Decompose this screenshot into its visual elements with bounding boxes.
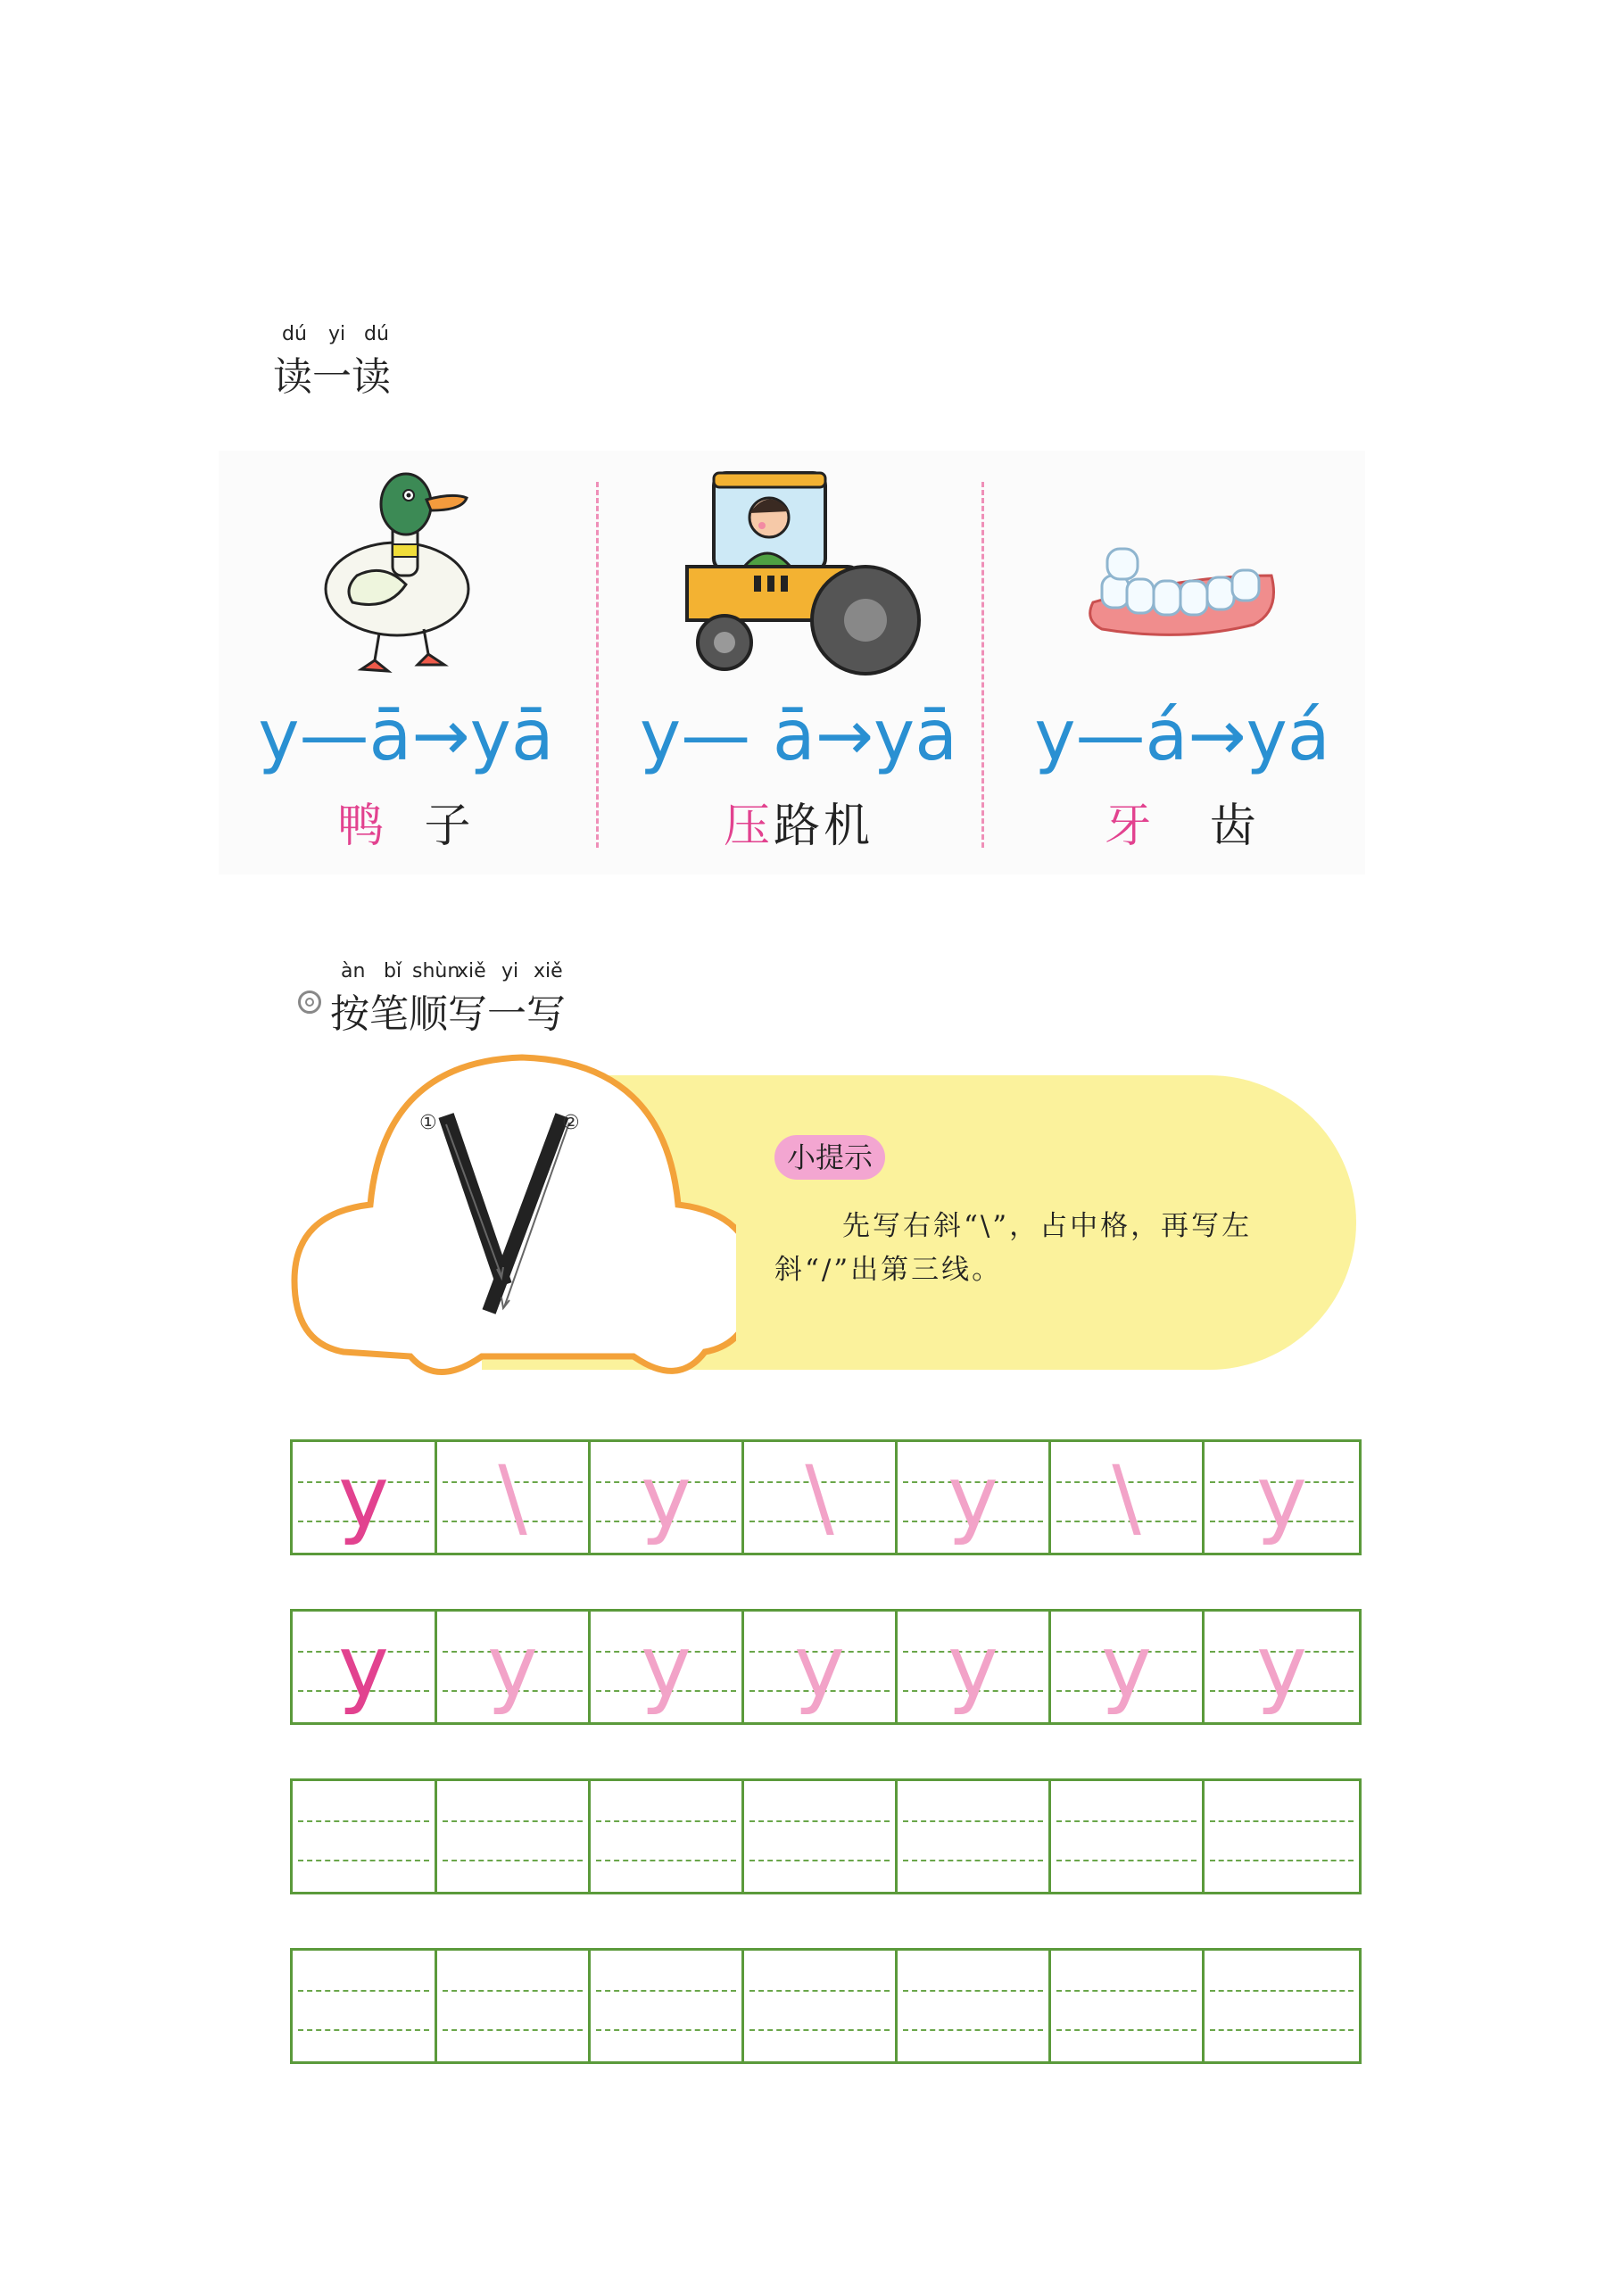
guide-line [1056,1820,1197,1822]
writing-cell[interactable] [895,1778,1051,1894]
writing-cell[interactable] [895,1439,1051,1555]
pinyin-shun: shùn [412,960,460,982]
guide-line [298,1820,429,1822]
guide-line [298,2029,429,2031]
trace-glyph: y [338,1617,389,1717]
writing-cell[interactable] [1048,1948,1205,2064]
word-teeth-highlight: 牙 [1105,800,1155,853]
pinyin-yi: yi [328,323,346,345]
writing-cell[interactable] [741,1948,898,2064]
pinyin-xie-2: xiě [534,960,563,982]
practice-row [290,1948,1359,2064]
writing-cell[interactable] [895,1948,1051,2064]
writing-cell[interactable] [290,1609,437,1725]
pinyin-xie-1: xiě [457,960,486,982]
tip-line-1: 先写右斜“\”，占中格，再写左 [842,1210,1253,1242]
writing-cell[interactable] [588,1439,744,1555]
trace-glyph: y [641,1447,691,1547]
guide-line [443,1990,583,1992]
trace-glyph: \ [1112,1447,1141,1547]
pinyin-du-2: dú [364,323,389,345]
stroke-step-2: ② [562,1112,580,1134]
writing-cell[interactable] [435,1609,591,1725]
writing-cell[interactable] [741,1439,898,1555]
guide-line [749,1990,890,1992]
guide-line [903,2029,1043,2031]
guide-line [1210,1820,1354,1822]
guide-line [903,1820,1043,1822]
word-duck-highlight: 鸭 [337,800,388,853]
guide-line [749,1860,890,1861]
guide-line [298,1860,429,1861]
formula-teeth: y—á→yá [1034,696,1330,776]
duck-icon [303,464,482,678]
writing-cell[interactable] [588,1778,744,1894]
writing-cell[interactable] [741,1609,898,1725]
trace-glyph: y [1256,1447,1307,1547]
writing-cell[interactable] [290,1439,437,1555]
practice-row [290,1609,1359,1725]
word-road-roller-highlight: 压 [723,800,774,853]
word-road-roller-rest: 路机 [774,800,874,853]
pinyin-du-1: dú [282,323,307,345]
writing-cell[interactable] [588,1609,744,1725]
tip-badge: 小提示 [774,1135,885,1180]
guide-line [596,1860,736,1861]
writing-cell[interactable] [1202,1609,1362,1725]
word-duck [214,788,598,855]
guide-line [1210,1860,1354,1861]
guide-line [903,1860,1043,1861]
trace-glyph: y [338,1447,389,1547]
word-teeth [990,788,1374,855]
read-card-road-roller [607,451,990,874]
word-duck-rest: 子 [424,800,475,853]
guide-line [1056,1860,1197,1861]
pinyin-an: àn [341,960,366,982]
writing-cell[interactable] [895,1609,1051,1725]
stroke-demo-letter [419,1107,589,1321]
read-card-teeth [990,451,1374,874]
writing-cell[interactable] [435,1948,591,2064]
pinyin-bi: bǐ [384,960,402,982]
trace-glyph: y [948,1617,998,1717]
guide-line [443,1860,583,1861]
teeth-icon [1084,540,1280,647]
guide-line [1210,1990,1354,1992]
formula-duck: y—ā→yā [258,696,554,776]
guide-line [443,2029,583,2031]
trace-glyph: y [641,1617,691,1717]
word-road-roller [607,788,990,855]
trace-glyph: y [948,1447,998,1547]
guide-line [749,1820,890,1822]
trace-glyph: \ [805,1447,834,1547]
trace-glyph: \ [498,1447,527,1547]
writing-cell[interactable] [290,1948,437,2064]
section-bullet-icon [298,991,321,1014]
writing-cell[interactable] [1048,1439,1205,1555]
writing-cell[interactable] [741,1778,898,1894]
section-title-read-text: 读一读 [273,354,391,400]
writing-cell[interactable] [435,1439,591,1555]
writing-cell[interactable] [1048,1778,1205,1894]
writing-cell[interactable] [1202,1948,1362,2064]
guide-line [596,1990,736,1992]
trace-glyph: y [1101,1617,1152,1717]
guide-line [1056,1990,1197,1992]
guide-line [1056,2029,1197,2031]
writing-cell[interactable] [290,1778,437,1894]
writing-cell[interactable] [1202,1778,1362,1894]
trace-glyph: y [794,1617,845,1717]
guide-line [443,1820,583,1822]
practice-row [290,1439,1359,1555]
road-roller-icon [669,460,937,692]
section-title-write-text: 按笔顺写一写 [330,991,566,1037]
trace-glyph: y [487,1617,538,1717]
writing-cell[interactable] [435,1778,591,1894]
writing-cell[interactable] [1202,1439,1362,1555]
formula-road-roller: y— ā→yā [639,696,958,776]
guide-line [596,1820,736,1822]
stroke-step-1: ① [419,1112,437,1134]
guide-line [749,2029,890,2031]
guide-line [1210,2029,1354,2031]
writing-cell[interactable] [1048,1609,1205,1725]
guide-line [596,2029,736,2031]
trace-glyph: y [1256,1617,1307,1717]
pinyin-yi: yi [501,960,519,982]
tip-line-2: 斜“/”出第三线。 [774,1254,1003,1286]
read-card-duck [214,451,598,874]
writing-cell[interactable] [588,1948,744,2064]
practice-row [290,1778,1359,1894]
word-teeth-rest: 齿 [1209,800,1260,853]
guide-line [298,1990,429,1992]
guide-line [903,1990,1043,1992]
